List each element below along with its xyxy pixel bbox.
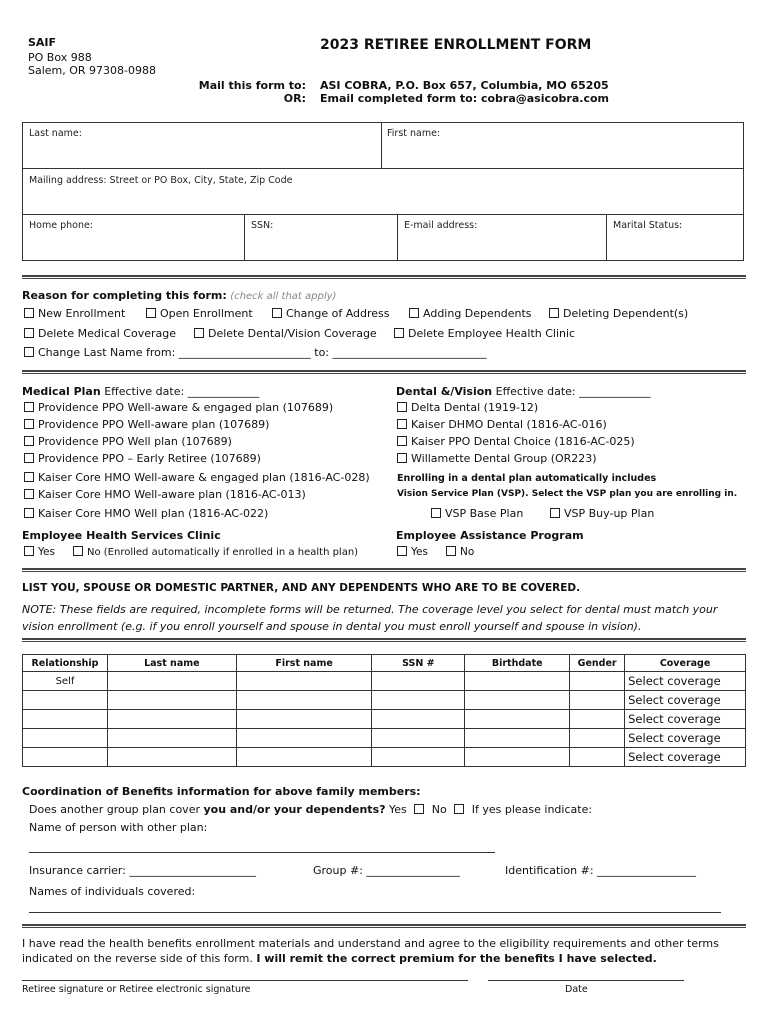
vision-note-line1: Enrolling in a dental plan automatically includes bbox=[397, 473, 657, 484]
column-header: Birthdate bbox=[465, 655, 570, 672]
reason-hint: (check all that apply) bbox=[230, 291, 337, 302]
section-divider bbox=[22, 924, 746, 928]
medical-plan-option[interactable]: Kaiser Core HMO Well-aware & engaged plan (1816-AC-028) bbox=[24, 471, 370, 484]
table-cell[interactable] bbox=[107, 691, 236, 710]
section-divider bbox=[22, 638, 746, 642]
checkbox[interactable] bbox=[446, 546, 456, 556]
column-header: Coverage bbox=[625, 655, 746, 672]
table-cell[interactable] bbox=[107, 748, 236, 767]
checkbox[interactable] bbox=[24, 489, 34, 499]
checkbox[interactable] bbox=[394, 328, 404, 338]
medical-plan-title: Medical Plan bbox=[22, 385, 101, 398]
relationship-cell[interactable] bbox=[23, 710, 108, 729]
org-name: SAIF bbox=[28, 36, 57, 49]
checkbox[interactable] bbox=[24, 546, 34, 556]
form-title: 2023 RETIREE ENROLLMENT FORM bbox=[320, 37, 592, 53]
table-cell[interactable] bbox=[570, 729, 625, 748]
table-cell[interactable] bbox=[372, 729, 465, 748]
cob-names-covered-line[interactable] bbox=[29, 912, 721, 913]
delete-medical-option[interactable]: Delete Medical Coverage bbox=[24, 327, 176, 340]
vsp-buyup-option[interactable]: VSP Buy-up Plan bbox=[550, 507, 654, 520]
coverage-select[interactable]: Select coverage bbox=[625, 710, 746, 729]
cob-identification-field[interactable]: Identification #: __________________ bbox=[505, 864, 697, 877]
clinic-no-option[interactable]: No (Enrolled automatically if enrolled in a health plan) bbox=[73, 546, 358, 558]
medical-effective-date[interactable]: Effective date: _____________ bbox=[104, 385, 260, 398]
dependents-note-line2: vision enrollment (e.g. if you enroll yourself and spouse in dental you must enroll yourself and spouse in vision). bbox=[22, 620, 642, 633]
column-header: Gender bbox=[570, 655, 625, 672]
ssn-field[interactable]: SSN: bbox=[251, 220, 274, 231]
home-phone-field[interactable]: Home phone: bbox=[29, 220, 94, 231]
vision-note-line2: Vision Service Plan (VSP). Select the VSP plan you are enrolling in. bbox=[397, 489, 738, 499]
table-row bbox=[23, 748, 746, 767]
signature-label: Retiree signature or Retiree electronic signature bbox=[22, 984, 251, 995]
checkbox[interactable] bbox=[24, 472, 34, 482]
table-cell[interactable] bbox=[465, 748, 570, 767]
medical-plan-option[interactable]: Providence PPO Well plan (107689) bbox=[24, 435, 232, 448]
column-header: First name bbox=[236, 655, 372, 672]
relationship-cell[interactable] bbox=[23, 691, 108, 710]
dental-plan-option[interactable]: Kaiser PPO Dental Choice (1816-AC-025) bbox=[397, 435, 635, 448]
checkbox[interactable] bbox=[431, 508, 441, 518]
signature-line[interactable] bbox=[22, 980, 468, 981]
org-address-line1: PO Box 988 bbox=[28, 51, 92, 64]
column-header: Last name bbox=[107, 655, 236, 672]
cob-yes-checkbox[interactable] bbox=[414, 804, 424, 814]
table-cell[interactable] bbox=[372, 672, 465, 691]
table-cell[interactable] bbox=[465, 729, 570, 748]
or-label: OR: bbox=[283, 92, 306, 105]
table-cell[interactable] bbox=[570, 748, 625, 767]
table-cell[interactable] bbox=[236, 748, 372, 767]
divider bbox=[397, 214, 398, 261]
checkbox[interactable] bbox=[24, 436, 34, 446]
marital-status-field[interactable]: Marital Status: bbox=[613, 220, 683, 231]
attestation-premium: I will remit the correct premium for the benefits I have selected. bbox=[256, 952, 657, 965]
dental-effective-date[interactable]: Effective date: _____________ bbox=[495, 385, 651, 398]
new-enrollment-option[interactable]: New Enrollment bbox=[24, 307, 125, 320]
table-cell[interactable] bbox=[465, 710, 570, 729]
checkbox[interactable] bbox=[24, 347, 34, 357]
table-cell[interactable] bbox=[570, 691, 625, 710]
checkbox[interactable] bbox=[194, 328, 204, 338]
table-cell[interactable] bbox=[570, 672, 625, 691]
vsp-base-option[interactable]: VSP Base Plan bbox=[431, 507, 523, 520]
section-divider bbox=[22, 568, 746, 572]
checkbox[interactable] bbox=[549, 308, 559, 318]
checkbox[interactable] bbox=[409, 308, 419, 318]
checkbox[interactable] bbox=[24, 508, 34, 518]
email-instruction: Email completed form to: cobra@asicobra.com bbox=[320, 92, 609, 105]
checkbox[interactable] bbox=[397, 436, 407, 446]
attestation-line1: I have read the health benefits enrollment materials and understand and agree to the eligibility requirements and other terms bbox=[22, 937, 719, 950]
table-cell[interactable] bbox=[236, 729, 372, 748]
coverage-select[interactable]: Select coverage bbox=[625, 729, 746, 748]
first-name-field[interactable]: First name: bbox=[387, 128, 441, 139]
eap-yes-option[interactable]: Yes bbox=[397, 546, 428, 558]
dental-vision-title: Dental &/Vision bbox=[396, 385, 493, 398]
medical-plan-option[interactable]: Kaiser Core HMO Well-aware plan (1816-AC-013) bbox=[24, 488, 306, 501]
divider bbox=[606, 214, 607, 261]
open-enrollment-option[interactable]: Open Enrollment bbox=[146, 307, 253, 320]
cob-names-covered-label: Names of individuals covered: bbox=[29, 885, 196, 898]
dependents-note-line1: NOTE: These fields are required, incomplete forms will be returned. The coverage level you select for dental must match your bbox=[22, 603, 718, 616]
cob-question: Does another group plan cover bbox=[29, 803, 204, 816]
cob-carrier-field[interactable]: Insurance carrier: _______________________ bbox=[29, 864, 256, 877]
coverage-select[interactable]: Select coverage bbox=[625, 748, 746, 767]
checkbox[interactable] bbox=[397, 419, 407, 429]
delete-clinic-option[interactable]: Delete Employee Health Clinic bbox=[394, 327, 575, 340]
checkbox[interactable] bbox=[550, 508, 560, 518]
table-cell[interactable] bbox=[465, 691, 570, 710]
medical-plan-option[interactable]: Providence PPO Well-aware & engaged plan (107689) bbox=[24, 401, 333, 414]
delete-dental-option[interactable]: Delete Dental/Vision Coverage bbox=[194, 327, 377, 340]
coverage-select[interactable]: Select coverage bbox=[625, 672, 746, 691]
dental-plan-option[interactable]: Willamette Dental Group (OR223) bbox=[397, 452, 597, 465]
last-name-field[interactable]: Last name: bbox=[29, 128, 82, 139]
table-cell[interactable] bbox=[107, 672, 236, 691]
reason-title: Reason for completing this form: bbox=[22, 289, 227, 302]
table-cell[interactable] bbox=[236, 691, 372, 710]
change-last-name-option[interactable]: Change Last Name from: ________________________ to: ____________________________ bbox=[24, 346, 487, 359]
dental-plan-option[interactable]: Kaiser DHMO Dental (1816-AC-016) bbox=[397, 418, 607, 431]
column-header: SSN # bbox=[372, 655, 465, 672]
section-divider bbox=[22, 370, 746, 374]
divider bbox=[22, 168, 744, 169]
table-cell[interactable] bbox=[372, 691, 465, 710]
dependents-table bbox=[22, 654, 746, 767]
divider bbox=[381, 122, 382, 169]
medical-plan-option[interactable]: Providence PPO Well-aware plan (107689) bbox=[24, 418, 269, 431]
clinic-yes-option[interactable]: Yes bbox=[24, 546, 55, 558]
medical-plan-option[interactable]: Providence PPO – Early Retiree (107689) bbox=[24, 452, 261, 465]
cob-if-yes-label: If yes please indicate: bbox=[471, 803, 593, 816]
table-row bbox=[23, 729, 746, 748]
dental-plan-option[interactable]: Delta Dental (1919-12) bbox=[397, 401, 538, 414]
table-cell[interactable] bbox=[236, 710, 372, 729]
table-cell[interactable] bbox=[465, 672, 570, 691]
clinic-title: Employee Health Services Clinic bbox=[22, 529, 221, 542]
cob-name-other-label: Name of person with other plan: bbox=[29, 821, 208, 834]
mail-label: Mail this form to: bbox=[198, 79, 306, 92]
table-cell[interactable] bbox=[236, 672, 372, 691]
table-row bbox=[23, 691, 746, 710]
divider bbox=[22, 214, 744, 215]
medical-plan-option[interactable]: Kaiser Core HMO Well plan (1816-AC-022) bbox=[24, 507, 268, 520]
checkbox[interactable] bbox=[24, 402, 34, 412]
attestation-line2: indicated on the reverse side of this form. bbox=[22, 952, 257, 965]
column-header: Relationship bbox=[23, 655, 108, 672]
checkbox[interactable] bbox=[24, 453, 34, 463]
cob-no-label: No bbox=[431, 803, 447, 816]
checkbox[interactable] bbox=[24, 419, 34, 429]
relationship-cell[interactable] bbox=[23, 748, 108, 767]
checkbox[interactable] bbox=[24, 308, 34, 318]
table-cell[interactable] bbox=[372, 710, 465, 729]
cob-yes-label: Yes bbox=[389, 803, 407, 816]
relationship-cell[interactable] bbox=[23, 729, 108, 748]
cob-name-other-line[interactable] bbox=[29, 852, 495, 853]
checkbox[interactable] bbox=[397, 546, 407, 556]
mailing-address-field[interactable]: Mailing address: Street or PO Box, City, State, Zip Code bbox=[29, 175, 293, 186]
divider bbox=[244, 214, 245, 261]
table-row bbox=[23, 710, 746, 729]
cob-group-field[interactable]: Group #: _________________ bbox=[313, 864, 460, 877]
relationship-cell[interactable]: Self bbox=[23, 672, 108, 691]
checkbox[interactable] bbox=[272, 308, 282, 318]
eap-title: Employee Assistance Program bbox=[396, 529, 584, 542]
personal-info-box bbox=[22, 122, 744, 261]
table-cell[interactable] bbox=[107, 729, 236, 748]
change-address-option[interactable]: Change of Address bbox=[272, 307, 390, 320]
cob-question-bold: you and/or your dependents? bbox=[203, 803, 386, 816]
section-divider bbox=[22, 275, 746, 279]
checkbox[interactable] bbox=[397, 402, 407, 412]
adding-dependents-option[interactable]: Adding Dependents bbox=[409, 307, 532, 320]
org-address-line2: Salem, OR 97308-0988 bbox=[28, 64, 157, 77]
eap-no-option[interactable]: No bbox=[446, 546, 474, 558]
coverage-select[interactable]: Select coverage bbox=[625, 691, 746, 710]
checkbox[interactable] bbox=[73, 546, 83, 556]
mail-address: ASI COBRA, P.O. Box 657, Columbia, MO 65205 bbox=[320, 79, 609, 92]
cob-no-checkbox[interactable] bbox=[454, 804, 464, 814]
checkbox[interactable] bbox=[24, 328, 34, 338]
checkbox[interactable] bbox=[146, 308, 156, 318]
email-address-field[interactable]: E-mail address: bbox=[404, 220, 478, 231]
dependents-title: LIST YOU, SPOUSE OR DOMESTIC PARTNER, AND ANY DEPENDENTS WHO ARE TO BE COVERED. bbox=[22, 582, 581, 594]
cob-title: Coordination of Benefits information for above family members: bbox=[22, 785, 421, 798]
table-row bbox=[23, 672, 746, 691]
date-line[interactable] bbox=[488, 980, 684, 981]
date-label: Date bbox=[565, 984, 588, 995]
table-cell[interactable] bbox=[107, 710, 236, 729]
table-cell[interactable] bbox=[570, 710, 625, 729]
checkbox[interactable] bbox=[397, 453, 407, 463]
table-cell[interactable] bbox=[372, 748, 465, 767]
deleting-dependents-option[interactable]: Deleting Dependent(s) bbox=[549, 307, 688, 320]
